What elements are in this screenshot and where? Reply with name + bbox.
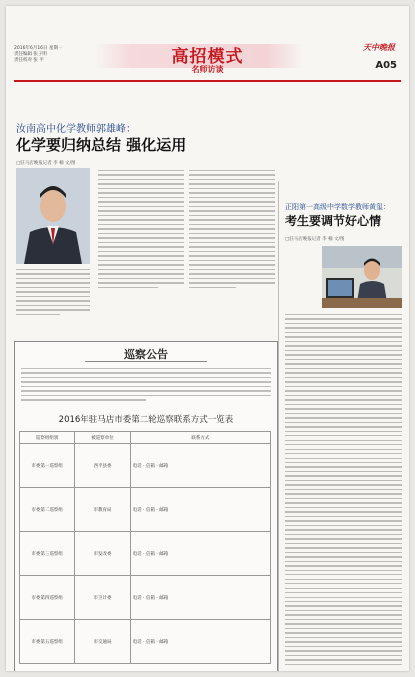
portrait-photo: [16, 168, 90, 264]
main-article-headline: 化学要归纳总结 强化运用: [16, 136, 187, 154]
table-cell-contact: 电话 · 信箱 · 邮箱: [130, 532, 270, 576]
table-cell-group: 市委第二巡察组: [20, 488, 75, 532]
main-article-column-1: [16, 269, 90, 318]
table-row: [20, 444, 271, 488]
notice-box: [14, 341, 278, 671]
notice-title-rule: [85, 361, 207, 362]
table-header: 联系方式: [130, 432, 270, 444]
sidebar-article-kicker: 正阳第一高级中学数学教师黄玺：: [285, 203, 390, 211]
table-row: [20, 620, 271, 664]
table-cell-unit: 市交通局: [75, 620, 130, 664]
sidebar-article-body: [285, 314, 402, 668]
table-cell-contact: 电话 · 信箱 · 邮箱: [130, 488, 270, 532]
meta-line: 2016年6月16日 星期一: [14, 46, 63, 51]
table-cell-group: 市委第五巡察组: [20, 620, 75, 664]
table-header: 巡察组组别: [20, 432, 75, 444]
contact-table: [19, 431, 271, 664]
sidebar-photo-illustration: [322, 246, 402, 308]
main-article-kicker: 汝南高中化学教师郭雄峰：: [16, 124, 136, 135]
table-cell-unit: 市卫计委: [75, 576, 130, 620]
table-title: 2016年驻马店市委第二轮巡察联系方式一览表: [58, 415, 234, 425]
portrait-illustration: [16, 168, 90, 264]
main-article-byline: □驻马店晚报记者 李 楠 文/图: [16, 161, 76, 166]
table-cell-group: 市委第四巡察组: [20, 576, 75, 620]
masthead: [6, 6, 409, 78]
main-article-column-3: [189, 170, 275, 291]
masthead-rule: [14, 80, 401, 82]
table-header-row: [20, 432, 271, 444]
table-row: [20, 532, 271, 576]
table-cell-contact: 电话 · 信箱 · 邮箱: [130, 620, 270, 664]
meta-line: 责任校对 张 平: [14, 58, 44, 63]
table-cell-unit: 西平县委: [75, 444, 130, 488]
meta-line: 责任编辑 张子明: [14, 52, 47, 57]
table-row: [20, 488, 271, 532]
notice-body: [21, 368, 271, 404]
notice-title: 巡察公告: [124, 348, 168, 361]
table-cell-unit: 市教育局: [75, 488, 130, 532]
sidebar-article-byline: □驻马店晚报记者 李 楠 文/图: [285, 237, 345, 242]
sidebar-photo: [322, 246, 402, 308]
section-title: 高招模式: [171, 47, 244, 67]
table-cell-group: 市委第三巡察组: [20, 532, 75, 576]
sidebar-article-headline: 考生要调节好心情: [285, 214, 382, 228]
table-row: [20, 576, 271, 620]
table-header: 被巡察单位: [75, 432, 130, 444]
table-cell-unit: 市发改委: [75, 532, 130, 576]
section-subtitle: 名师访谈: [191, 65, 224, 74]
table-cell-group: 市委第一巡察组: [20, 444, 75, 488]
paper-logo: 天中晚报: [363, 43, 395, 52]
table-cell-contact: 电话 · 信箱 · 邮箱: [130, 444, 270, 488]
page-number: A05: [375, 60, 397, 71]
main-article-column-2: [98, 170, 184, 291]
newspaper-page: [6, 6, 409, 671]
table-cell-contact: 电话 · 信箱 · 邮箱: [130, 576, 270, 620]
